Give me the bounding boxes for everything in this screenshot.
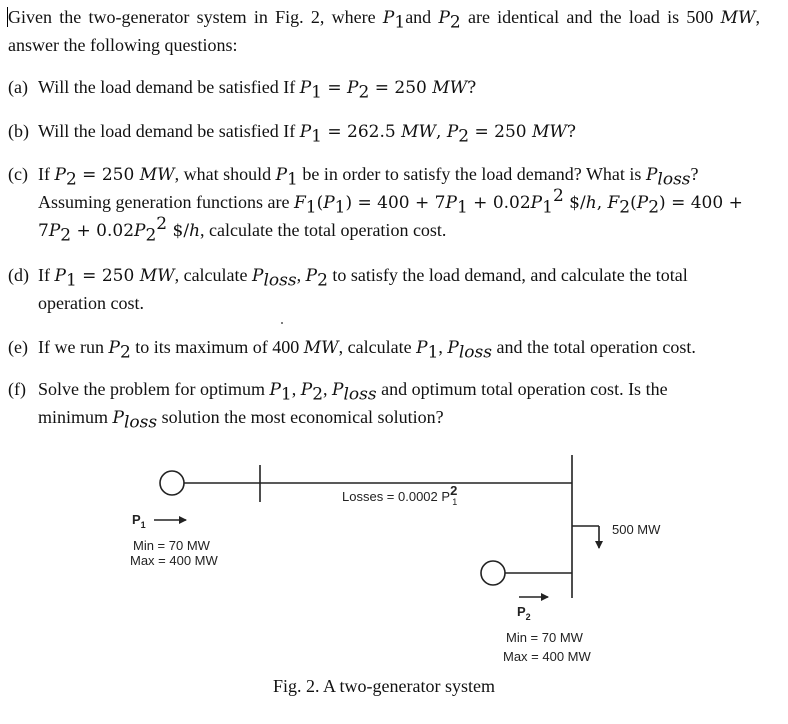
problem-intro: Given the two-generator system in Fig. 2, where $P_1and$ $P_2$ are identical and the load is 500 MW, answer the following questions: [8,7,761,55]
question-text: Will the load demand be satisfied If $P_1 = 262.5$ MW, $P_2 = 250$ MW? [38,121,577,147]
load-label: 500 MW [612,522,661,537]
generator-1-symbol [160,471,184,495]
question-text: Will the load demand be satisfied If $P_1 = P_2 = 250$ MW? [38,77,477,103]
gen2-p-label: $P_2$ [517,604,531,622]
question-label: (b) [8,121,29,141]
gen1-min: Min = 70 MW [133,538,210,553]
question-label: (e) [8,337,28,357]
question-label: (c) [8,164,28,184]
losses-label: Losses = 0.0002 P2 1 [342,483,458,507]
gen1-p-label: $P_1$ [132,512,146,530]
question-label: (d) [8,265,29,285]
figure-caption: Fig. 2. A two-generator system [273,676,495,696]
gen2-max: Max = 400 MW [503,649,591,664]
generator-2-symbol [481,561,505,585]
gen1-max: Max = 400 MW [130,553,218,568]
gen2-min: Min = 70 MW [506,630,583,645]
question-text: If we run $P_2$ to its maximum of 400 MW, calculate $P_1$, $P_{loss}$ and the total operation cost. [38,337,696,363]
question-text: If $P_1 = 250$ MW, calculate $P_{loss}$, $P_2$ to satisfy the load demand, and calculate the total operation cost. [38,265,688,313]
question-text: If $P_2 = 250$ MW, what should $P_1$ be in order to satisfy the load demand? What is $P_{loss}$? Assuming generation functions are $F_1(P_1) = 400 + 7P_1 + 0.02P_1^2$ $/h, $F_2(P_2) = 400$ + $7P_2 + 0.02P_2^2$ $/h, calculate the total operation cost. [38,164,743,246]
question-label: (a) [8,77,28,97]
question-label: (f) [8,379,26,399]
question-text: Solve the problem for optimum $P_1$, $P_2$, $P_{loss}$ and optimum total operation cost. Is the minimum $P_{loss}$ solution the most economical solution? [38,379,668,433]
